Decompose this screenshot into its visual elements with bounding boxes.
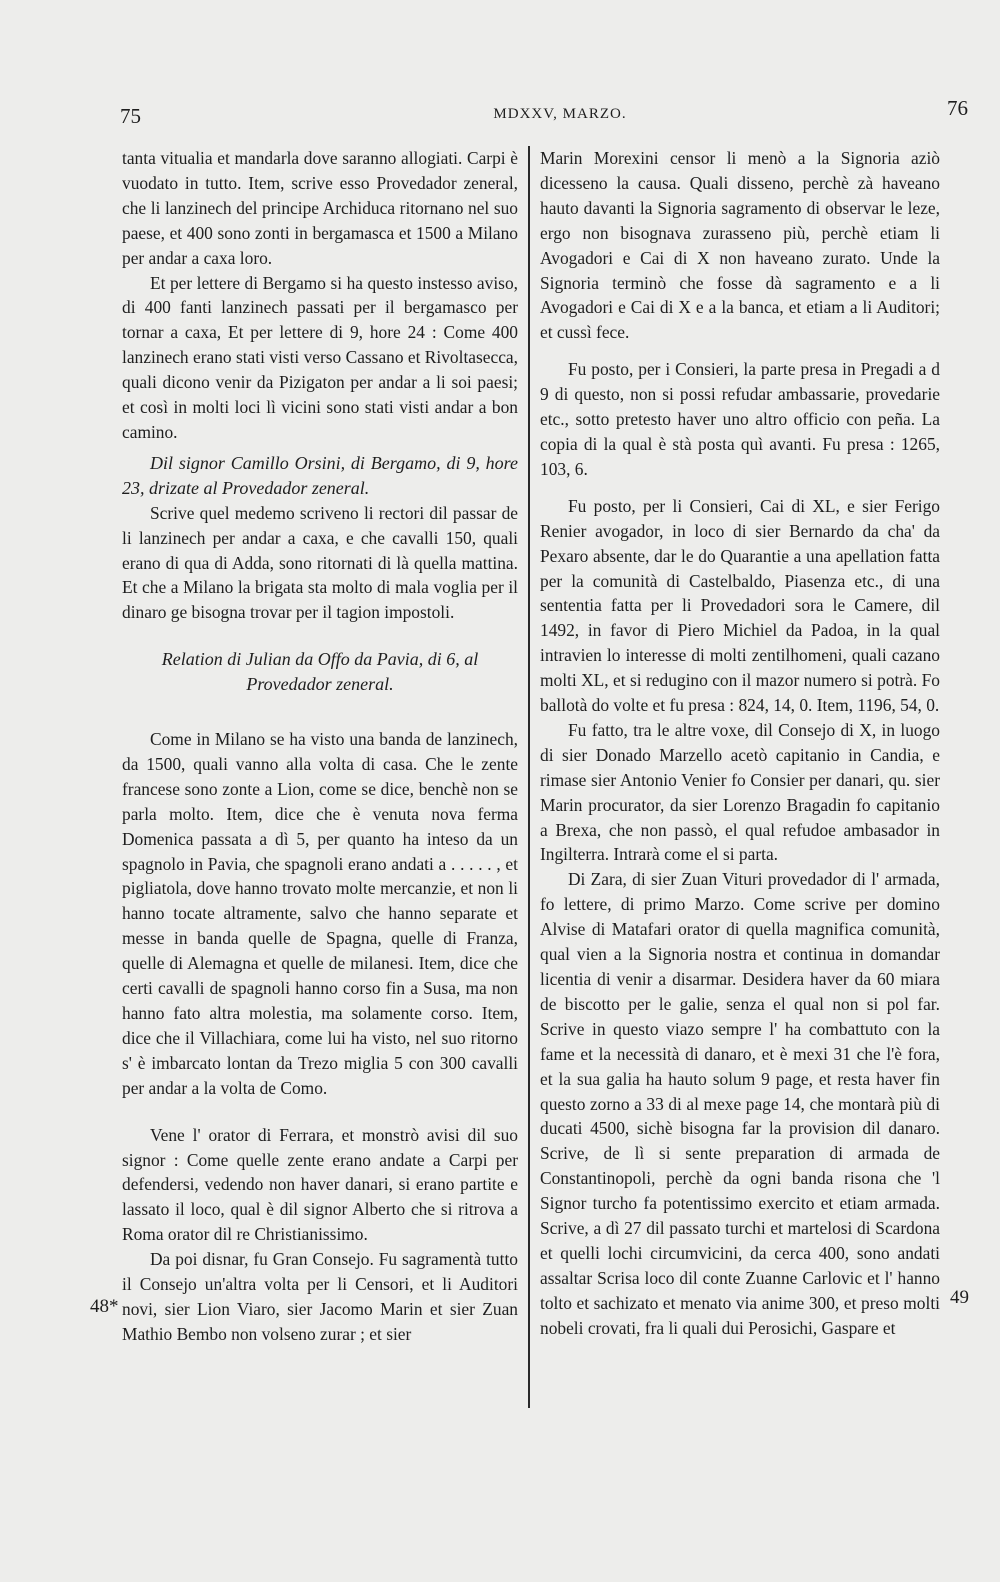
margin-note-right: 49: [950, 1287, 969, 1308]
paragraph: Scrive quel medemo scriveno li rectori dil passar de li lanzinech per andar a caxa, e che cavalli 150, quali erano di qua di Adda, sono ritornati di là quella mattina. Et che a Milano la brigata sta molto di mala voglia per il dinaro ge bisogna trovar per il tagion impostoli.: [122, 502, 518, 623]
paragraph: Fu fatto, tra le altre voxe, dil Consejo di X, in luogo di sier Donado Marzello acetò capitanio in Candia, e rimase sier Antonio Venier fo Consier per danari, qu. sier Marin procurator, da sier Lorenzo Bragadin fo capitanio a Brexa, che non passò, el qual refudoe ambasador in Ingilterra. Intrarà come el si parta.: [540, 719, 940, 865]
section-heading: Dil signor Camillo Orsini, di Bergamo, di 9, hore 23, drizate al Provedador zeneral.: [122, 452, 518, 498]
left-column: [122, 146, 518, 1347]
paragraph: Et per lettere di Bergamo si ha questo instesso aviso, di 400 fanti lanzinech passati per il bergamasco per tornar a caxa, Et per lettere di 9, hore 24 : Come 400 lanzinech erano stati visti verso Cassano et Rivoltasecca, quali dicono venir da Pizigaton per andar a li soi paesi; et così in molti loci lì vicini sono stati visti andar a bon camino.: [122, 272, 518, 442]
right-column: [540, 146, 940, 1341]
paragraph: Da poi disnar, fu Gran Consejo. Fu sagramentà tutto il Consejo un'altra volta per li Censori, et li Auditori novi, sier Lion Viaro, sier Jacomo Marin et sier Zuan Mathio Bembo non volseno zurar ; et sier: [122, 1249, 518, 1344]
running-head: [120, 96, 968, 130]
section-heading: Relation di Julian da Offo da Pavia, di 6, al Provedador zeneral.: [161, 649, 479, 695]
paragraph: Marin Morexini censor li menò a la Signoria aziò dicesseno la causa. Quali disseno, perchè zà haveano hauto davanti la Signoria sagramento di observar le leze, ergo non bisognava zurasseno più, perchè etiam li Avogadori e Cai di X non haveano zurato. Unde la Signoria terminò che fosse dà sagramento e a li Avogadori e Cai di X e a la banca, et etiam a li Auditori; et cussì fece.: [540, 148, 940, 343]
running-title: MDXXV, MARZO.: [493, 106, 627, 122]
paragraph: tanta vitualia et mandarla dove saranno allogiati. Carpi è vuodato in tutto. Item, scrive esso Provedador zeneral, che li lanzinech del principe Archiduca ritornano nel suo paese, et 400 sono zonti in bergamasca et 1500 a Milano per andar a caxa loro.: [122, 148, 518, 268]
paragraph: Come in Milano se ha visto una banda de lanzinech, da 1500, quali vanno alla volta di casa. Che le zente francese sono zonte a Lion, come se dice, benchè non se parla molto. Item, dice che è venuta nova ferma Domenica passata a dì 5, per quanto ha inteso da un spagnolo in Pavia, che spagnoli erano andati a . . . . . , et pigliatola, dove hanno trovato molte mercanzie, et non li hanno tocate altramente, salvo che hanno separate et messe in banda quelle de Spagna, quelle di Franza, quelle di Alemagna et quelle de milanesi. Item, dice che certi cavalli de spagnoli hanno corso fin a Susa, ma non hanno fato altra molestia, ma solamente corso. Item, dice che il Villachiara, come lui ha visto, nel suo ritorno s' è imbarcato lontan da Trezo miglia 5 con 300 cavalli per andar a la volta de Como.: [122, 729, 518, 1098]
page-number-right: 76: [947, 96, 968, 120]
page-number-left: 75: [120, 104, 141, 128]
paragraph: Di Zara, di sier Zuan Vituri provedador di l' armada, fo lettere, di primo Marzo. Come scrive per domino Alvise di Matafari orator di quella magnifica comunità, qual vien a la Signoria nostra et continua in domandar licentia di venir a disarmar. Desidera haver da 60 miara de biscotto per le galie, senza el qual non si pol far. Scrive in questo viazo sempre l' ha combattuto con la fame et la necessità di danaro, et è mexi 31 che l'è fora, et la sua galia ha hauto solum 9 page, et resta haver fin questo zorno a 33 di al mexe page 14, che montarà più di ducati 4500, sichè bisogna far la provision dil danaro. Scrive, de lì si sente preparation di armada de Constantinopoli, perchè da ogni banda risona che 'l Signor turcho fa potentissimo exercito et etiam armada. Scrive, a dì 27 dil passato turchi et martelosi di Scardona et quelli lochi circumvicini, da cerca 400, sono andati assaltar Scrisa loco dil conte Zuanne Carlovic et l' hanno tolto et sachizato et menato via anime 300, et preso molti nobeli crovati, fra li quali dui Perosichi, Gaspare et: [540, 869, 940, 1338]
paragraph: Vene l' orator di Ferrara, et monstrò avisi dil suo signor : Come quelle zente erano andate a Carpi per defendersi, vedendo non haver danari, si erano partite e lassato il loco, qual è dil signor Alberto che si ritrova a Roma orator dil re Christianissimo.: [122, 1124, 518, 1245]
margin-note-left: 48*: [90, 1296, 119, 1317]
paragraph: Fu posto, per i Consieri, la parte presa in Pregadi a d 9 di questo, non si possi refudar ambassarie, provedarie etc., sotto pretesto haver uno altro officio con peña. La copia di la qual è stà posta quì avanti. Fu presa : 1265, 103, 6.: [540, 359, 940, 479]
column-rule: [528, 146, 530, 1408]
paragraph: Fu posto, per li Consieri, Cai di XL, e sier Ferigo Renier avogador, in loco di sier Bernardo da cha' da Pexaro absente, dar le do Quarantie a una apellation fatta per la comunità di Castelbaldo, Piasenza etc., di una sententia fatta per li Provedadori sora le Camere, dil 1492, in favor di Piero Michiel da Padoa, in la qual intravien lo interesse di molti zentilhomeni, quali cazano molti XL, et si redugino con il mazor numero si potrà. Fo ballotà do volte et fu presa : 824, 14, 0. Item, 1196, 54, 0.: [540, 495, 940, 716]
